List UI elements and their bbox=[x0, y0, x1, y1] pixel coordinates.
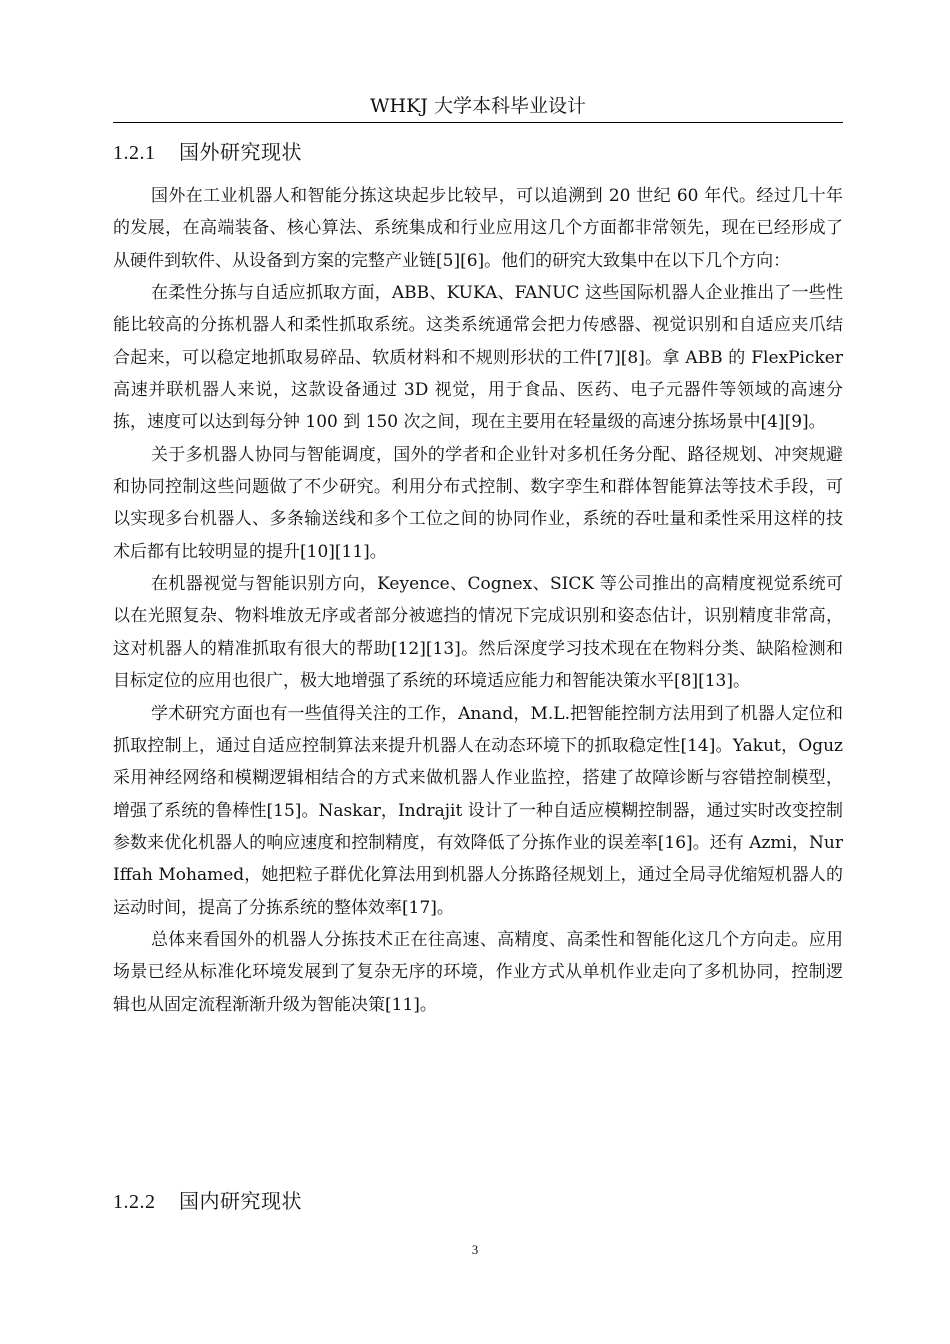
page-number: 3 bbox=[471, 1242, 479, 1257]
section-number: 1.2.1 bbox=[113, 142, 156, 164]
header-rule bbox=[113, 122, 843, 123]
section-heading-domestic bbox=[113, 1186, 302, 1217]
section-number: 1.2.2 bbox=[113, 1191, 156, 1213]
paragraph: 在柔性分拣与自适应抓取方面，ABB、KUKA、FANUC 这些国际机器人企业推出了一些性能比较高的分拣机器人和柔性抓取系统。这类系统通常会把力传感器、视觉识别和自适应夹爪结合起来，可以稳定地抓取易碎品、软质材料和不规则形状的工件[7][8]。拿 ABB 的 FlexPicker 高速并联机器人来说，这款设备通过 3D 视觉，用于食品、医药、电子元器件等领域的高速分拣，速度可以达到每分钟 100 到 150 次之间，现在主要用在轻量级的高速分拣场景中[4][9]。 bbox=[113, 283, 843, 433]
section-title: 国内研究现状 bbox=[179, 1189, 302, 1213]
page-header: WHKJ 大学本科毕业设计 bbox=[370, 95, 586, 117]
body-text bbox=[113, 180, 843, 1021]
paragraph: 总体来看国外的机器人分拣技术正在往高速、高精度、高柔性和智能化这几个方向走。应用场景已经从标准化环境发展到了复杂无序的环境，作业方式从单机作业走向了多机协同，控制逻辑也从固定流程渐渐升级为智能决策[11]。 bbox=[113, 929, 843, 1015]
paragraph: 关于多机器人协同与智能调度，国外的学者和企业针对多机任务分配、路径规划、冲突规避和协同控制这些问题做了不少研究。利用分布式控制、数字孪生和群体智能算法等技术手段，可以实现多台机器人、多条输送线和多个工位之间的协同作业，系统的吞吐量和柔性采用这样的技术后都有比较明显的提升[10][11]。 bbox=[113, 444, 843, 562]
paragraph: 学术研究方面也有一些值得关注的工作，Anand，M.L.把智能控制方法用到了机器人定位和抓取控制上，通过自适应控制算法来提升机器人在动态环境下的抓取稳定性[14]。Yakut，Oguz 采用神经网络和模糊逻辑相结合的方式来做机器人作业监控，搭建了故障诊断与容错控制模型，增强了系统的鲁棒性[15]。Naskar，Indrajit 设计了一种自适应模糊控制器，通过实时改变控制参数来优化机器人的响应速度和控制精度，有效降低了分拣作业的误差率[16]。还有 Azmi，Nur Iffah Mohamed，她把粒子群优化算法用到机器人分拣路径规划上，通过全局寻优缩短机器人的运动时间，提高了分拣系统的整体效率[17]。 bbox=[113, 703, 843, 918]
section-heading-foreign bbox=[113, 137, 302, 168]
paragraph: 国外在工业机器人和智能分拣这块起步比较早，可以追溯到 20 世纪 60 年代。经过几十年的发展，在高端装备、核心算法、系统集成和行业应用这几个方面都非常领先，现在已经形成了从硬件到软件、从设备到方案的完整产业链[5][6]。他们的研究大致集中在以下几个方向： bbox=[113, 186, 843, 271]
section-title: 国外研究现状 bbox=[179, 140, 302, 164]
paragraph: 在机器视觉与智能识别方向，Keyence、Cognex、SICK 等公司推出的高精度视觉系统可以在光照复杂、物料堆放无序或者部分被遮挡的情况下完成识别和姿态估计，识别精度非常高，这对机器人的精准抓取有很大的帮助[12][13]。然后深度学习技术现在在物料分类、缺陷检测和目标定位的应用也很广，极大地增强了系统的环境适应能力和智能决策水平[8][13]。 bbox=[113, 574, 843, 692]
